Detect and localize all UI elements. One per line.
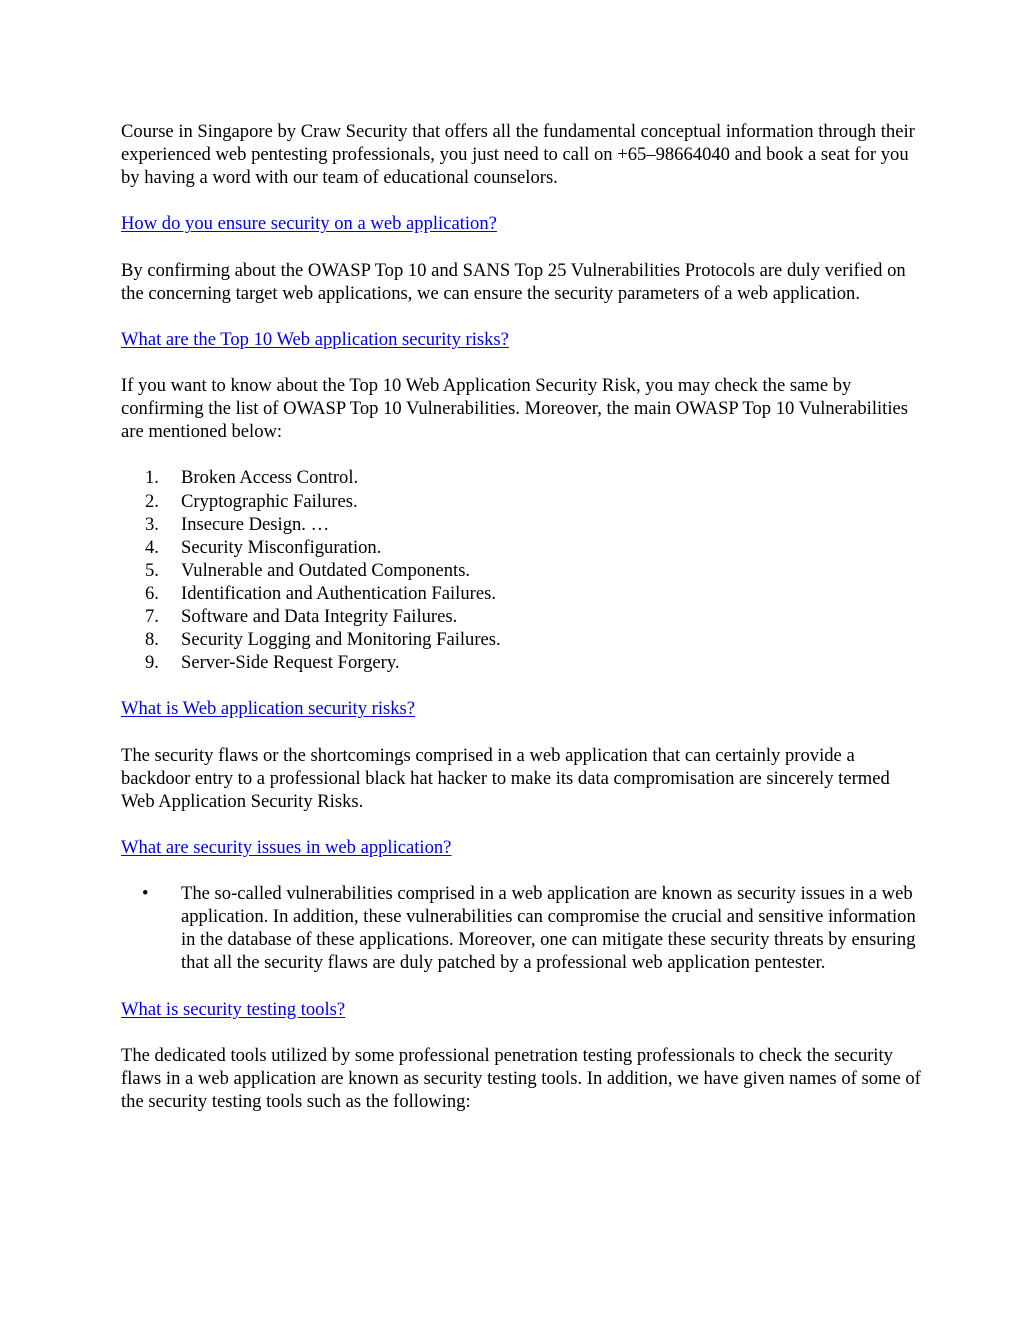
list-number: 2. (145, 490, 159, 512)
list-number: 7. (145, 605, 159, 627)
intro-paragraph: Course in Singapore by Craw Security that offers all the fundamental conceptual information through their experienced web pentesting professionals, you just need to call on +65–98664040 and book a seat for you by having a word with our team of educational counselors. (121, 121, 915, 189)
question-heading (121, 212, 921, 235)
question-link-what-is-risks[interactable]: What is Web application security risks? (121, 698, 416, 720)
security-issues-bullet-list (121, 882, 921, 974)
answer-paragraph: The dedicated tools utilized by some professional penetration testing professionals to check the security flaws in a web application are known as security testing tools. In addition, we have given names of some of the security testing tools such as the following: (121, 1044, 921, 1112)
list-item-text: Security Logging and Monitoring Failures. (181, 629, 501, 651)
answer-paragraph: If you want to know about the Top 10 Web Application Security Risk, you may check the same by confirming the list of OWASP Top 10 Vulnerabilities. Moreover, the main OWASP Top 10 Vulnerabilities are mentioned below: (121, 375, 908, 443)
question-link-ensure-security[interactable]: How do you ensure security on a web application? (121, 213, 497, 235)
list-item (121, 628, 921, 651)
question-heading (121, 697, 921, 720)
list-item (121, 536, 921, 559)
list-item-text: Insecure Design. … (181, 513, 330, 535)
question-heading (121, 328, 921, 351)
list-item (121, 513, 921, 536)
list-number: 3. (145, 513, 159, 535)
list-number: 5. (145, 559, 159, 581)
list-item (121, 882, 921, 974)
list-number: 1. (145, 467, 159, 489)
question-heading (121, 836, 921, 859)
question-link-top10-risks[interactable]: What are the Top 10 Web application security risks? (121, 328, 509, 350)
question-link-security-issues[interactable]: What are security issues in web application? (121, 836, 452, 858)
list-item-text: Vulnerable and Outdated Components. (181, 559, 471, 581)
list-item-text: The so-called vulnerabilities comprised in a web application are known as security issues in a web application. In addition, these vulnerabilities can compromise the crucial and sensitive information in the database of these applications. Moreover, one can mitigate these security threats by ensuring that all the security flaws are duly patched by a professional web application pentester. (181, 883, 916, 974)
list-number: 8. (145, 629, 159, 651)
list-item-text: Security Misconfiguration. (181, 536, 382, 558)
list-number: 9. (145, 652, 159, 674)
list-item (121, 490, 921, 513)
list-number: 6. (145, 582, 159, 604)
list-item (121, 466, 921, 489)
list-item (121, 582, 921, 605)
bullet-icon: • (142, 883, 149, 905)
document-page (121, 120, 921, 1136)
list-number: 4. (145, 536, 159, 558)
owasp-numbered-list (121, 466, 921, 674)
answer-paragraph: By confirming about the OWASP Top 10 and SANS Top 25 Vulnerabilities Protocols are duly verified on the concerning target web applications, we can ensure the security parameters of a web application. (121, 259, 906, 304)
list-item-text: Broken Access Control. (181, 467, 359, 489)
answer-paragraph: The security flaws or the shortcomings comprised in a web application that can certainly provide a backdoor entry to a professional black hat hacker to make its data compromisation are sincerely termed Web Application Security Risks. (121, 744, 890, 812)
list-item-text: Identification and Authentication Failures. (181, 582, 496, 604)
list-item (121, 651, 921, 674)
question-link-testing-tools[interactable]: What is security testing tools? (121, 998, 346, 1020)
list-item-text: Cryptographic Failures. (181, 490, 358, 512)
list-item (121, 559, 921, 582)
question-heading (121, 998, 921, 1021)
list-item (121, 605, 921, 628)
list-item-text: Software and Data Integrity Failures. (181, 605, 458, 627)
list-item-text: Server-Side Request Forgery. (181, 652, 400, 674)
